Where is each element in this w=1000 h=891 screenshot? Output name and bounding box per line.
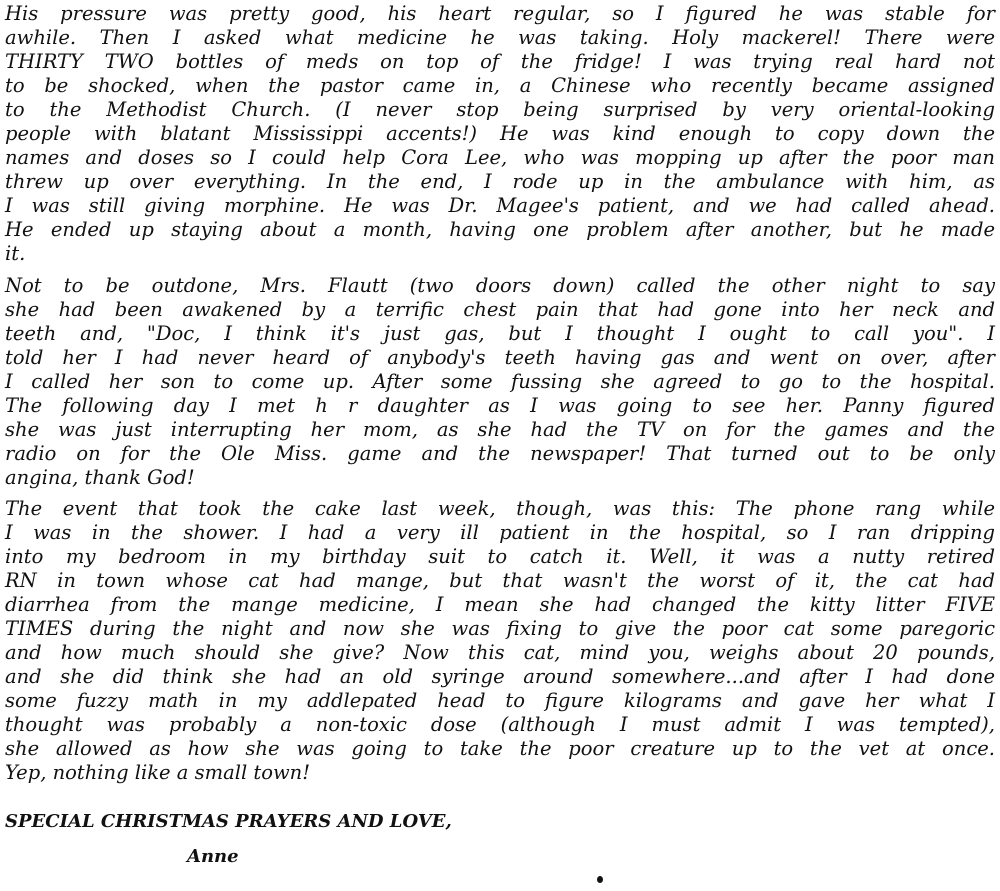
paragraph-1-line-1: His pressure was pretty good, his heart regular, so I figured he was stable for [5,2,995,25]
ink-speck [597,876,603,883]
paragraph-1-line-5: to the Methodist Church. (I never stop being surprised by very oriental-looking [5,98,995,121]
paragraph-1-line-3: THIRTY TWO bottles of meds on top of the fridge! I was trying real hard not [5,50,995,73]
paragraph-3-line-9: some fuzzy math in my addlepated head to figure kilograms and gave her what I [5,689,995,712]
paragraph-3-line-4: RN in town whose cat had mange, but that wasn't the worst of it, the cat had [5,569,995,592]
paragraph-3-line-1: The event that took the cake last week, though, was this: The phone rang while [5,497,995,520]
paragraph-1-line-8: threw up over everything. In the end, I rode up in the ambulance with him, as [5,170,995,193]
paragraph-3-line-11: she allowed as how she was going to take the poor creature up to the vet at once. [5,737,995,760]
paragraph-2-line-4: told her I had never heard of anybody's teeth having gas and went on over, after [5,346,995,369]
paragraph-1-line-11: it. [5,242,26,265]
paragraph-3-line-12: Yep, nothing like a small town! [5,761,311,784]
closing-line: SPECIAL CHRISTMAS PRAYERS AND LOVE, [5,811,452,832]
paragraph-1-line-10: He ended up staying about a month, having one problem after another, but he made [5,218,995,241]
paragraph-3-line-3: into my bedroom in my birthday suit to catch it. Well, it was a nutty retired [5,545,995,568]
paragraph-2-line-8: radio on for the Ole Miss. game and the newspaper! That turned out to be only [5,442,995,465]
paragraph-1-line-4: to be shocked, when the pastor came in, a Chinese who recently became assigned [5,74,995,97]
paragraph-2-line-7: she was just interrupting her mom, as she had the TV on for the games and the [5,418,995,441]
paragraph-2-line-5: I called her son to come up. After some fussing she agreed to go to the hospital. [5,370,995,393]
paragraph-1-line-9: I was still giving morphine. He was Dr. Magee's patient, and we had called ahead. [5,194,995,217]
paragraph-2-line-3: teeth and, "Doc, I think it's just gas, but I thought I ought to call you". I [5,322,995,345]
paragraph-3-line-2: I was in the shower. I had a very ill patient in the hospital, so I ran dripping [5,521,995,544]
paragraph-3-line-6: TIMES during the night and now she was fixing to give the poor cat some paregoric [5,617,995,640]
paragraph-3-line-5: diarrhea from the mange medicine, I mean she had changed the kitty litter FIVE [5,593,995,616]
paragraph-3-line-10: thought was probably a non-toxic dose (although I must admit I was tempted), [5,713,995,736]
paragraph-3-line-8: and she did think she had an old syringe around somewhere...and after I had done [5,665,995,688]
paragraph-3-line-7: and how much should she give? Now this cat, mind you, weighs about 20 pounds, [5,641,995,664]
paragraph-2-line-2: she had been awakened by a terrific chest pain that had gone into her neck and [5,298,995,321]
paragraph-1-line-2: awhile. Then I asked what medicine he was taking. Holy mackerel! There were [5,26,995,49]
paragraph-2-line-6: The following day I met h r daughter as I was going to see her. Panny figured [5,394,995,417]
paragraph-2-line-9: angina, thank God! [5,466,195,489]
paragraph-1-line-6: people with blatant Mississippi accents!) He was kind enough to copy down the [5,122,995,145]
paragraph-1-line-7: names and doses so I could help Cora Lee, who was mopping up after the poor man [5,146,995,169]
paragraph-2-line-1: Not to be outdone, Mrs. Flautt (two doors down) called the other night to say [5,274,995,297]
signature: Anne [187,846,239,867]
